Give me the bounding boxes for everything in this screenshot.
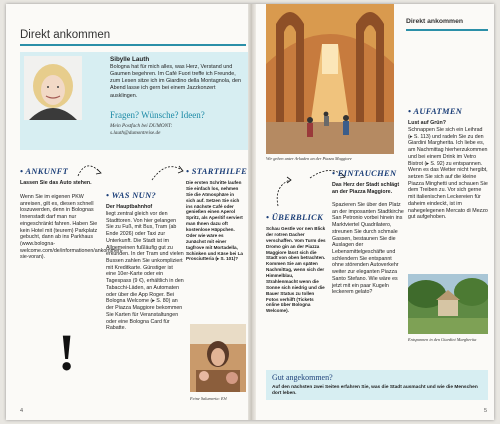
header-rule xyxy=(406,29,488,31)
garden-photo xyxy=(408,274,488,334)
header-rule xyxy=(20,44,246,46)
gut-angekommen-heading: Gut angekommen? xyxy=(272,373,333,382)
salumeria-caption: Feine Salumeria: Eh! xyxy=(190,396,228,401)
contact-email: s.lauth@dumontreise.de xyxy=(110,130,161,136)
was-nun-lead: Der Hauptbahnhof xyxy=(106,204,153,210)
left-page xyxy=(6,4,248,420)
ankunft-heading-text: ANKUNFT xyxy=(25,166,69,176)
author-portrait xyxy=(24,56,82,120)
page-header: Direkt ankommen xyxy=(20,29,111,41)
author-name: Sibylle Lauth xyxy=(110,56,150,63)
page-number: 5 xyxy=(484,408,488,414)
eintauchen-text: Spazieren Sie über den Platz an der imposanten Stadtkirche San Petronio vorbei hinein ins Marktviertel Quadrilatero, streunen Sie durch schmale Gassen, bestaunen Sie die Auslagen der Lebensmittelgeschäfte und schlendern Sie entspannt ohne störenden Autoverkehr weiter zur eleganten Piazza Santo Stefano. Wie wäre es jetzt mit ein paar Kugeln leckerem gelato? xyxy=(332,202,404,296)
ueberblick-text: Schau Gestle vor nen Blick der rotren Dacher verschaffen. Vom Turm des Dromo gin an der Piazza Maggiore lässt sich die Stadt von oben betrachten. Kommen Sie am späten Nachmittag, wenn sich der Himmelblau, Strahlenmacht wenn die Sonne sich niedrig und die Bauer Status zu tollen Fotos verhilft (Tickets online über Bologna Welcome). xyxy=(266,226,326,314)
right-page xyxy=(256,4,494,420)
ankunft-text: Wenn Sie im eigenen PKW anreisen, gilt es, diesen schnell loszuwerden, denn in Bolognas Innenstadt darf man nur eingeschränkt fahren. Haben Sie kein Hotel mit (teurem) Parkplatz gebucht, dann ab ins Parkhaus (www.bologna-welcome.com/de/informationen/ankommen-sie-voran). xyxy=(20,194,123,261)
was-nun-heading: • WAS NUN? xyxy=(106,190,157,200)
aufatmen-lead: Lust auf Grün? xyxy=(408,120,446,126)
eintauchen-heading: • EINTAUCHEN xyxy=(332,168,397,178)
page-number: 4 xyxy=(20,408,24,414)
question-heading: Fragen? Wünsche? Ideen? xyxy=(110,110,205,120)
eintauchen-heading-text: EINTAUCHEN xyxy=(337,168,397,178)
starthilfe-heading-text: STARTHILFE xyxy=(191,166,248,176)
salumeria-photo xyxy=(190,324,246,392)
starthilfe-text: Die ersten Schritte laufen Sie einfach los, nehmen Sie die Atmosphäre in sich auf. Setzen Sie sich ins nächste Café oder genießen einen Aperol Spritz, als Aperitif serviert man Ihnen dazu oft kostenlose Häppchen. Oder wie wäre es zunächst mit einer tagfrove mit Mortadella, Schinken und Käse bei La Prosciutteria (▸ S. 101)? xyxy=(186,180,243,262)
eintauchen-lead: Das Herz der Stadt schlägt an der Piazza Maggiore. xyxy=(332,182,400,195)
book-spread xyxy=(6,4,494,420)
aufatmen-heading: • AUFATMEN xyxy=(408,106,463,116)
page-header: Direkt ankommen xyxy=(406,18,464,25)
contact-line-1: Mein Postfach bei DUMONT: xyxy=(110,123,173,129)
aufatmen-heading-text: AUFATMEN xyxy=(413,106,463,116)
ueberblick-heading-text: ÜBERBLICK xyxy=(271,212,324,222)
garden-caption: Entspannen in den Giardini Margherita xyxy=(408,337,477,342)
was-nun-heading-text: WAS NUN? xyxy=(111,190,157,200)
author-bio: Bologna hat für mich alles, was Herz, Verstand und Gaumen begehren. Im Café Fuori treffe ich Freunde, zum Lesen sitze ich im Giardino della Montagnola, den Abend lasse ich gern bei einem Jazzkonzert ausklingen. xyxy=(110,64,241,99)
ankunft-lead: Lassen Sie das Auto stehen. xyxy=(20,180,92,186)
gut-angekommen-text: Auf den nächsten zwei Seiten erfahren Sie, was die Stadt ausmacht und wie die Menschen dort leben. xyxy=(272,385,478,397)
ueberblick-heading: • ÜBERBLICK xyxy=(266,212,324,222)
aufatmen-text: Schnappen Sie sich ein Leihrad (▸ S. 113) und radeln Sie zu den Giardini Margherita. Ich liebe es, am Nachmittag hierherzukommen und bei einem Drink im Vetro Bistrot (▸ S. 92) zu entspannen. Wenn es das Wetter nicht hergibt, setzen Sie sich auf die kleine Piazza Minghetti und schauen Sie dem Treiben zu. Vor sich gerne mit italienischen Leckereien für daheim eindeckt, ist im nahegelegenen Mercato di Mezzo gut aufgehoben. xyxy=(408,127,488,221)
arcade-caption: Wir gehen unter Arkaden an der Piazza Maggiore xyxy=(266,156,352,161)
was-nun-text: liegt zentral gleich vor den Stadttoren. Von hier gelangen Sie zu Fuß, mit Bus, Tram (ab Ende 2026) oder Taxi zur Unterkunft. Die Stadt ist im Allgemeinen fußläufig gut zu erkunden. In der Tram und vielen Bussen zahlen Sie unkompliziert mit Kreditkarte. Günstiger ist eine 10er-Karte oder ein Tagespass (9 €), erhältlich in den Tabacchi-Läden, an Automaten oder über die App Roger. Bei Bologna Welcome (▸ S. 80) an der Piazza Maggiore bekommen Sie Karten für Veranstaltungen oder eine Bologna Card für Rabatte. xyxy=(106,211,184,332)
book-gutter xyxy=(248,4,256,420)
exclamation-mark: ! xyxy=(58,325,76,382)
arcade-photo xyxy=(266,4,394,154)
starthilfe-heading: • STARTHILFE xyxy=(186,166,248,176)
ankunft-heading: • ANKUNFT xyxy=(20,166,69,176)
